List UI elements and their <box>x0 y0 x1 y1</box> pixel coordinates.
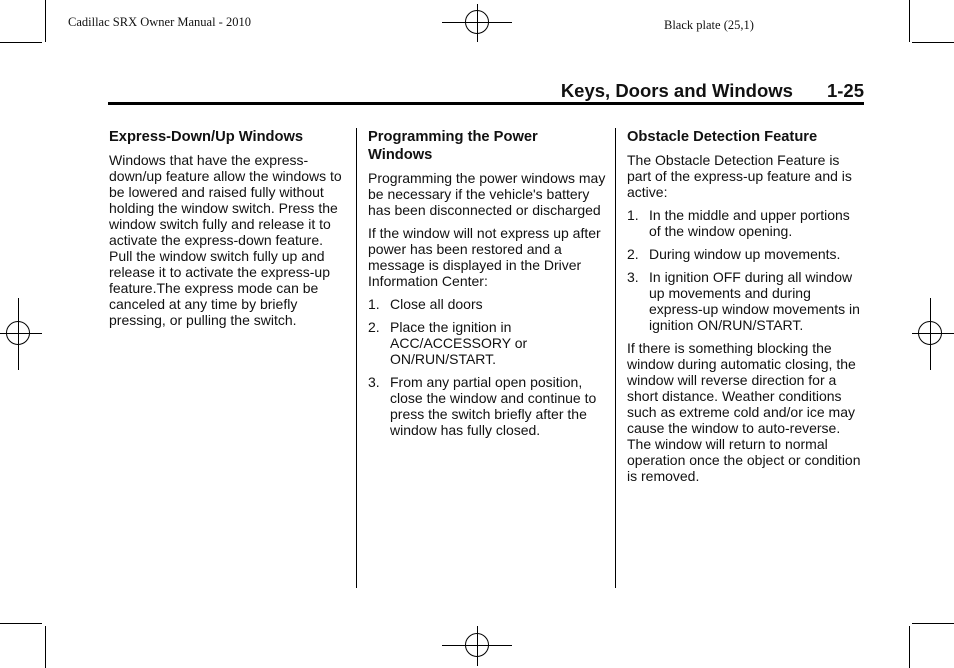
list-text: In the middle and upper portions of the window opening. <box>649 207 850 239</box>
list-text: In ignition OFF during all window up movements and during express-up window movements in ignition ON/RUN/START. <box>649 269 860 333</box>
list-number: 1. <box>627 207 639 223</box>
crop-mark <box>912 623 954 624</box>
column-express-windows <box>109 128 347 335</box>
header-rule <box>108 102 864 105</box>
section-heading: Programming the Power Windows <box>368 129 538 163</box>
list-item <box>627 246 865 262</box>
numbered-list <box>368 296 606 438</box>
list-text: Close all doors <box>390 296 483 312</box>
section-heading: Obstacle Detection Feature <box>627 129 818 145</box>
paragraph: If the window will not express up after power has been restored and a message is displayed in the Driver Information Center: <box>368 225 601 289</box>
page-number: 1-25 <box>826 80 864 101</box>
list-number: 1. <box>368 296 380 312</box>
column-divider <box>615 128 616 588</box>
column-programming-windows <box>368 128 606 445</box>
list-number: 2. <box>627 246 639 262</box>
list-item <box>627 207 865 239</box>
manual-title: Cadillac SRX Owner Manual - 2010 <box>68 15 251 29</box>
list-item <box>368 319 606 367</box>
paragraph: Programming the power windows may be necessary if the vehicle's battery has been disconnected or discharged <box>368 170 606 218</box>
column-divider <box>356 128 357 588</box>
list-item <box>368 374 606 438</box>
plate-label: Black plate (25,1) <box>664 18 754 32</box>
crop-mark <box>909 0 910 42</box>
list-text: Place the ignition in ACC/ACCESSORY or ON/RUN/START. <box>390 319 528 367</box>
crop-mark <box>909 626 910 668</box>
list-item <box>627 269 865 333</box>
section-header <box>108 80 864 102</box>
list-text: During window up movements. <box>649 246 841 262</box>
list-number: 2. <box>368 319 380 335</box>
crop-mark <box>0 623 42 624</box>
list-number: 3. <box>368 374 380 390</box>
list-text: From any partial open position, close the window and continue to press the switch briefly after the window has fully closed. <box>390 374 597 438</box>
crop-mark <box>0 42 42 43</box>
list-item <box>368 296 606 312</box>
section-heading: Express-Down/Up Windows <box>109 129 304 145</box>
list-number: 3. <box>627 269 639 285</box>
crop-mark <box>45 0 46 42</box>
numbered-list <box>627 207 865 333</box>
paragraph: Windows that have the express-down/up feature allow the windows to be lowered and raised fully without holding the window switch. Press the window switch fully and release it to activate the express-down feature. Pull the window switch fully up and release it to activate the express-up feature.The express mode can be canceled at any time by briefly pressing, or pulling the switch. <box>109 152 342 328</box>
crop-mark <box>912 42 954 43</box>
column-obstacle-detection <box>627 128 865 491</box>
crop-mark <box>45 626 46 668</box>
paragraph: If there is something blocking the window during automatic closing, the window will reverse direction for a short distance. Weather conditions such as extreme cold and/or ice may cause the window to auto-reverse. The window will return to normal operation once the object or condition is removed. <box>627 340 861 484</box>
section-title: Keys, Doors and Windows <box>560 80 793 101</box>
paragraph: The Obstacle Detection Feature is part of the express-up feature and is active: <box>627 152 852 200</box>
